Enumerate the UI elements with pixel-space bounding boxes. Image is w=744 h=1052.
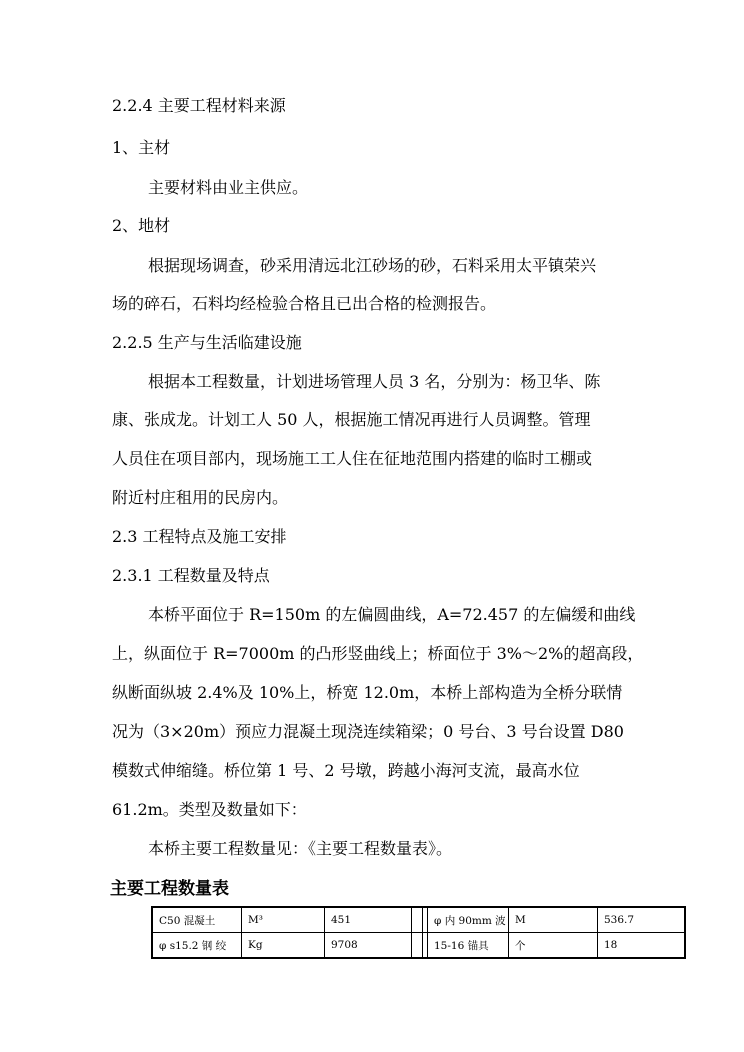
table-cell: φ s15.2 钢 绞 [152, 933, 242, 959]
table-cell: M³ [242, 907, 325, 933]
paragraph-line: 61.2m。类型及数量如下： [112, 800, 307, 819]
table-cell: 9708 [325, 933, 412, 959]
table-row [152, 907, 685, 933]
table-row [152, 933, 685, 959]
paragraph-line: 纵断面纵坡 2.4%及 10%上，桥宽 12.0m，本桥上部构造为全桥分联情 [112, 683, 623, 702]
paragraph-line: 康、张成龙。计划工人 50 人，根据施工情况再进行人员调整。管理 [112, 410, 591, 429]
subheading-local-material: 2、地材 [112, 216, 171, 235]
paragraph-line: 本桥主要工程数量见：《主要工程数量表》。 [148, 839, 453, 858]
table-cell: 18 [598, 933, 686, 959]
table-cell: 15-16 锚具 [428, 933, 509, 959]
paragraph-line: 本桥平面位于 R=150m 的左偏圆曲线，A=72.457 的左偏缓和曲线 [148, 605, 636, 624]
paragraph-line: 模数式伸缩缝。桥位第 1 号、2 号墩，跨越小海河支流，最高水位 [112, 761, 580, 780]
subheading-main-material: 1、主材 [112, 138, 171, 157]
table-title: 主要工程数量表 [110, 879, 229, 899]
paragraph-line: 主要材料由业主供应。 [148, 178, 309, 197]
paragraph-line: 根据本工程数量，计划进场管理人员 3 名，分别为：杨卫华、陈 [148, 372, 601, 391]
paragraph-line: 人员住在项目部内，现场施工工人住在征地范围内搭建的临时工棚或 [112, 449, 593, 468]
table-cell: M [509, 907, 598, 933]
paragraph-line: 上，纵面位于 R=7000m 的凸形竖曲线上；桥面位于 3%～2%的超高段， [112, 644, 644, 663]
quantity-table [151, 906, 686, 959]
table-cell: C50 混凝土 [152, 907, 242, 933]
heading-2-2-5: 2.2.5 生产与生活临建设施 [112, 333, 302, 352]
paragraph-line: 况为（3×20m）预应力混凝土现浇连续箱梁；0 号台、3 号台设置 D80 [112, 722, 624, 741]
heading-2-3-1: 2.3.1 工程数量及特点 [112, 566, 270, 585]
table-cell: Kg [242, 933, 325, 959]
heading-2-2-4: 2.2.4 主要工程材料来源 [112, 96, 286, 115]
table-cell: φ 内 90mm 波 [428, 907, 509, 933]
heading-2-3: 2.3 工程特点及施工安排 [112, 527, 287, 546]
table-cell [412, 933, 423, 959]
paragraph-line: 附近村庄租用的民房内。 [112, 488, 289, 507]
table-cell: 536.7 [598, 907, 686, 933]
table-cell: 个 [509, 933, 598, 959]
table-cell [412, 907, 423, 933]
paragraph-line: 场的碎石，石料均经检验合格且已出合格的检测报告。 [112, 294, 497, 313]
paragraph-line: 根据现场调查，砂采用清远北江砂场的砂，石料采用太平镇荣兴 [148, 256, 597, 275]
table-cell: 451 [325, 907, 412, 933]
